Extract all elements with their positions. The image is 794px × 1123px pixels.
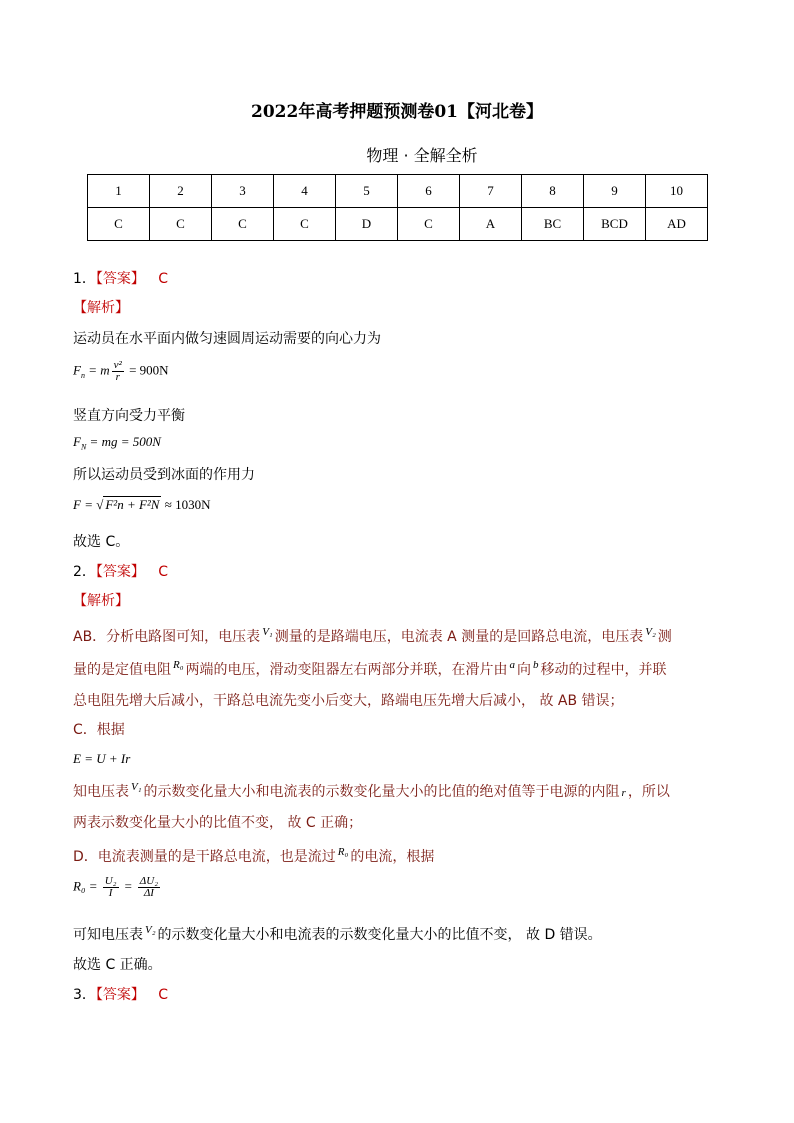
q2-answer-line (73, 561, 168, 581)
fraction-denominator: r (115, 371, 120, 383)
table-cell-answer: C (274, 208, 336, 241)
formula-part: F = (73, 497, 97, 512)
q2-paragraph-ab-line3: 总电阻先增大后减小，干路总电流先变小后变大，路端电压先增大后减小， 故 AB 错误； (73, 693, 624, 709)
q2-answer-tag: 【答案】 (95, 564, 145, 580)
answer-table-number-row (88, 175, 708, 208)
symbol-r0: R₀ (337, 846, 349, 858)
q1-analysis-tag: 【解析】 (73, 300, 129, 316)
q2-paragraph-c-line1 (73, 781, 670, 801)
fraction-numerator: ΔU₂ (139, 875, 159, 887)
q3-answer-line (73, 984, 168, 1004)
formula-sub: N (80, 442, 87, 452)
q1-answer-tag: 【答案】 (95, 271, 145, 287)
text-run: ，所以 (627, 784, 670, 800)
q1-conclusion: 故选 C。 (73, 534, 130, 550)
text-run: 知电压表 (73, 784, 129, 800)
table-cell-answer: AD (646, 208, 708, 241)
table-cell-answer: C (212, 208, 274, 241)
text-run: 可知电压表 (73, 927, 143, 943)
formula-part: = 900N (125, 362, 169, 378)
text-run: D．电流表测量的是干路总电流，也是流过 (73, 849, 336, 865)
symbol-v2: V₂ (645, 626, 656, 638)
q1-answer-line (73, 268, 168, 288)
table-cell-answer: BC (522, 208, 584, 241)
formula-sqrt: F²n + F²N (105, 497, 160, 512)
answer-table (87, 174, 708, 241)
page-subtitle: 物理 · 全解全析 (366, 146, 478, 165)
formula-fraction (138, 876, 160, 899)
q2-formula-resistance (73, 876, 162, 899)
answer-table-answer-row (88, 208, 708, 241)
formula-fraction (103, 876, 119, 899)
q1-line3: 所以运动员受到冰面的作用力 (73, 467, 255, 483)
text-run: 的电流，根据 (350, 849, 435, 865)
table-cell-answer: BCD (584, 208, 646, 241)
table-cell-answer: D (336, 208, 398, 241)
table-cell-answer: A (460, 208, 522, 241)
symbol-r: r (621, 787, 626, 799)
q2-paragraph-d-line2 (73, 924, 602, 944)
text-run: 两端的电压，滑动变阻器左右两部分并联，在滑片由 (185, 662, 508, 678)
formula-part: R₀ = (73, 878, 101, 894)
q2-analysis-tag: 【解析】 (73, 593, 129, 609)
q2-number: 2． (73, 564, 96, 580)
q1-formula-normal-force (73, 434, 161, 452)
text-run: 测 (657, 629, 672, 645)
q1-line2: 竖直方向受力平衡 (73, 408, 185, 424)
symbol-v2: V₂ (145, 924, 156, 936)
table-cell-answer: C (88, 208, 150, 241)
q2-paragraph-c-line2: 两表示数变化量大小的比值不变， 故 C 正确； (73, 815, 363, 831)
table-cell-number: 5 (336, 175, 398, 208)
q1-answer: C (158, 271, 169, 287)
fraction-numerator: v² (113, 359, 122, 371)
q1-formula-resultant: F = √ F²n + F²N ≈ 1030N (73, 497, 211, 512)
formula-part: = (120, 878, 136, 894)
q3-answer-tag: 【答案】 (95, 987, 145, 1003)
formula-fraction (112, 360, 124, 383)
symbol-r0: R₀ (173, 659, 184, 671)
q2-paragraph-d-line1 (73, 846, 434, 866)
formula-part: F (73, 434, 81, 449)
symbol-v1: V₁ (131, 781, 142, 793)
q3-answer: C (158, 987, 169, 1003)
fraction-denominator: ΔI (143, 887, 154, 899)
text-run: 的示数变化量大小和电流表的示数变化量大小的比值的绝对值等于电源的内阻 (143, 784, 620, 800)
symbol-b: b (533, 659, 539, 671)
text-run: 移动的过程中，并联 (540, 662, 667, 678)
fraction-denominator: I (108, 887, 113, 899)
table-cell-number: 2 (150, 175, 212, 208)
symbol-a: a (509, 659, 516, 671)
table-cell-number: 8 (522, 175, 584, 208)
table-cell-number: 10 (646, 175, 708, 208)
table-cell-number: 3 (212, 175, 274, 208)
table-cell-number: 6 (398, 175, 460, 208)
text-run: 向 (517, 662, 532, 678)
text-run: 量的是定值电阻 (73, 662, 171, 678)
table-cell-answer: C (150, 208, 212, 241)
q2-paragraph-ab-line1 (73, 626, 672, 646)
q2-paragraph-ab-line2 (73, 659, 667, 679)
q1-number: 1． (73, 271, 96, 287)
q2-answer: C (158, 564, 169, 580)
table-cell-number: 1 (88, 175, 150, 208)
q2-conclusion: 故选 C 正确。 (73, 957, 162, 973)
text-run: 的示数变化量大小和电流表的示数变化量大小的比值不变， 故 D 错误。 (157, 927, 602, 943)
q1-line1: 运动员在水平面内做匀速圆周运动需要的向心力为 (73, 331, 381, 347)
symbol-v1: V₁ (262, 626, 273, 638)
table-cell-number: 9 (584, 175, 646, 208)
q3-number: 3． (73, 987, 96, 1003)
table-cell-number: 7 (460, 175, 522, 208)
formula-part: ≈ 1030N (161, 497, 211, 512)
formula-part: = m (84, 362, 110, 378)
formula-part: = mg = 500N (86, 434, 161, 449)
text-run: AB．分析电路图可知，电压表 (73, 629, 261, 645)
table-cell-number: 4 (274, 175, 336, 208)
table-cell-answer: C (398, 208, 460, 241)
q1-formula-centripetal (73, 360, 169, 383)
page-title: 2022年高考押题预测卷01【河北卷】 (251, 102, 543, 122)
formula-part: F (73, 362, 81, 378)
q2-c-heading: C．根据 (73, 722, 125, 738)
formula-sub: n (80, 371, 85, 381)
text-run: 测量的是路端电压，电流表 A 测量的是回路总电流，电压表 (274, 629, 644, 645)
fraction-numerator: U₂ (104, 875, 117, 887)
q2-formula-emf: E = U + Ir (73, 751, 131, 766)
